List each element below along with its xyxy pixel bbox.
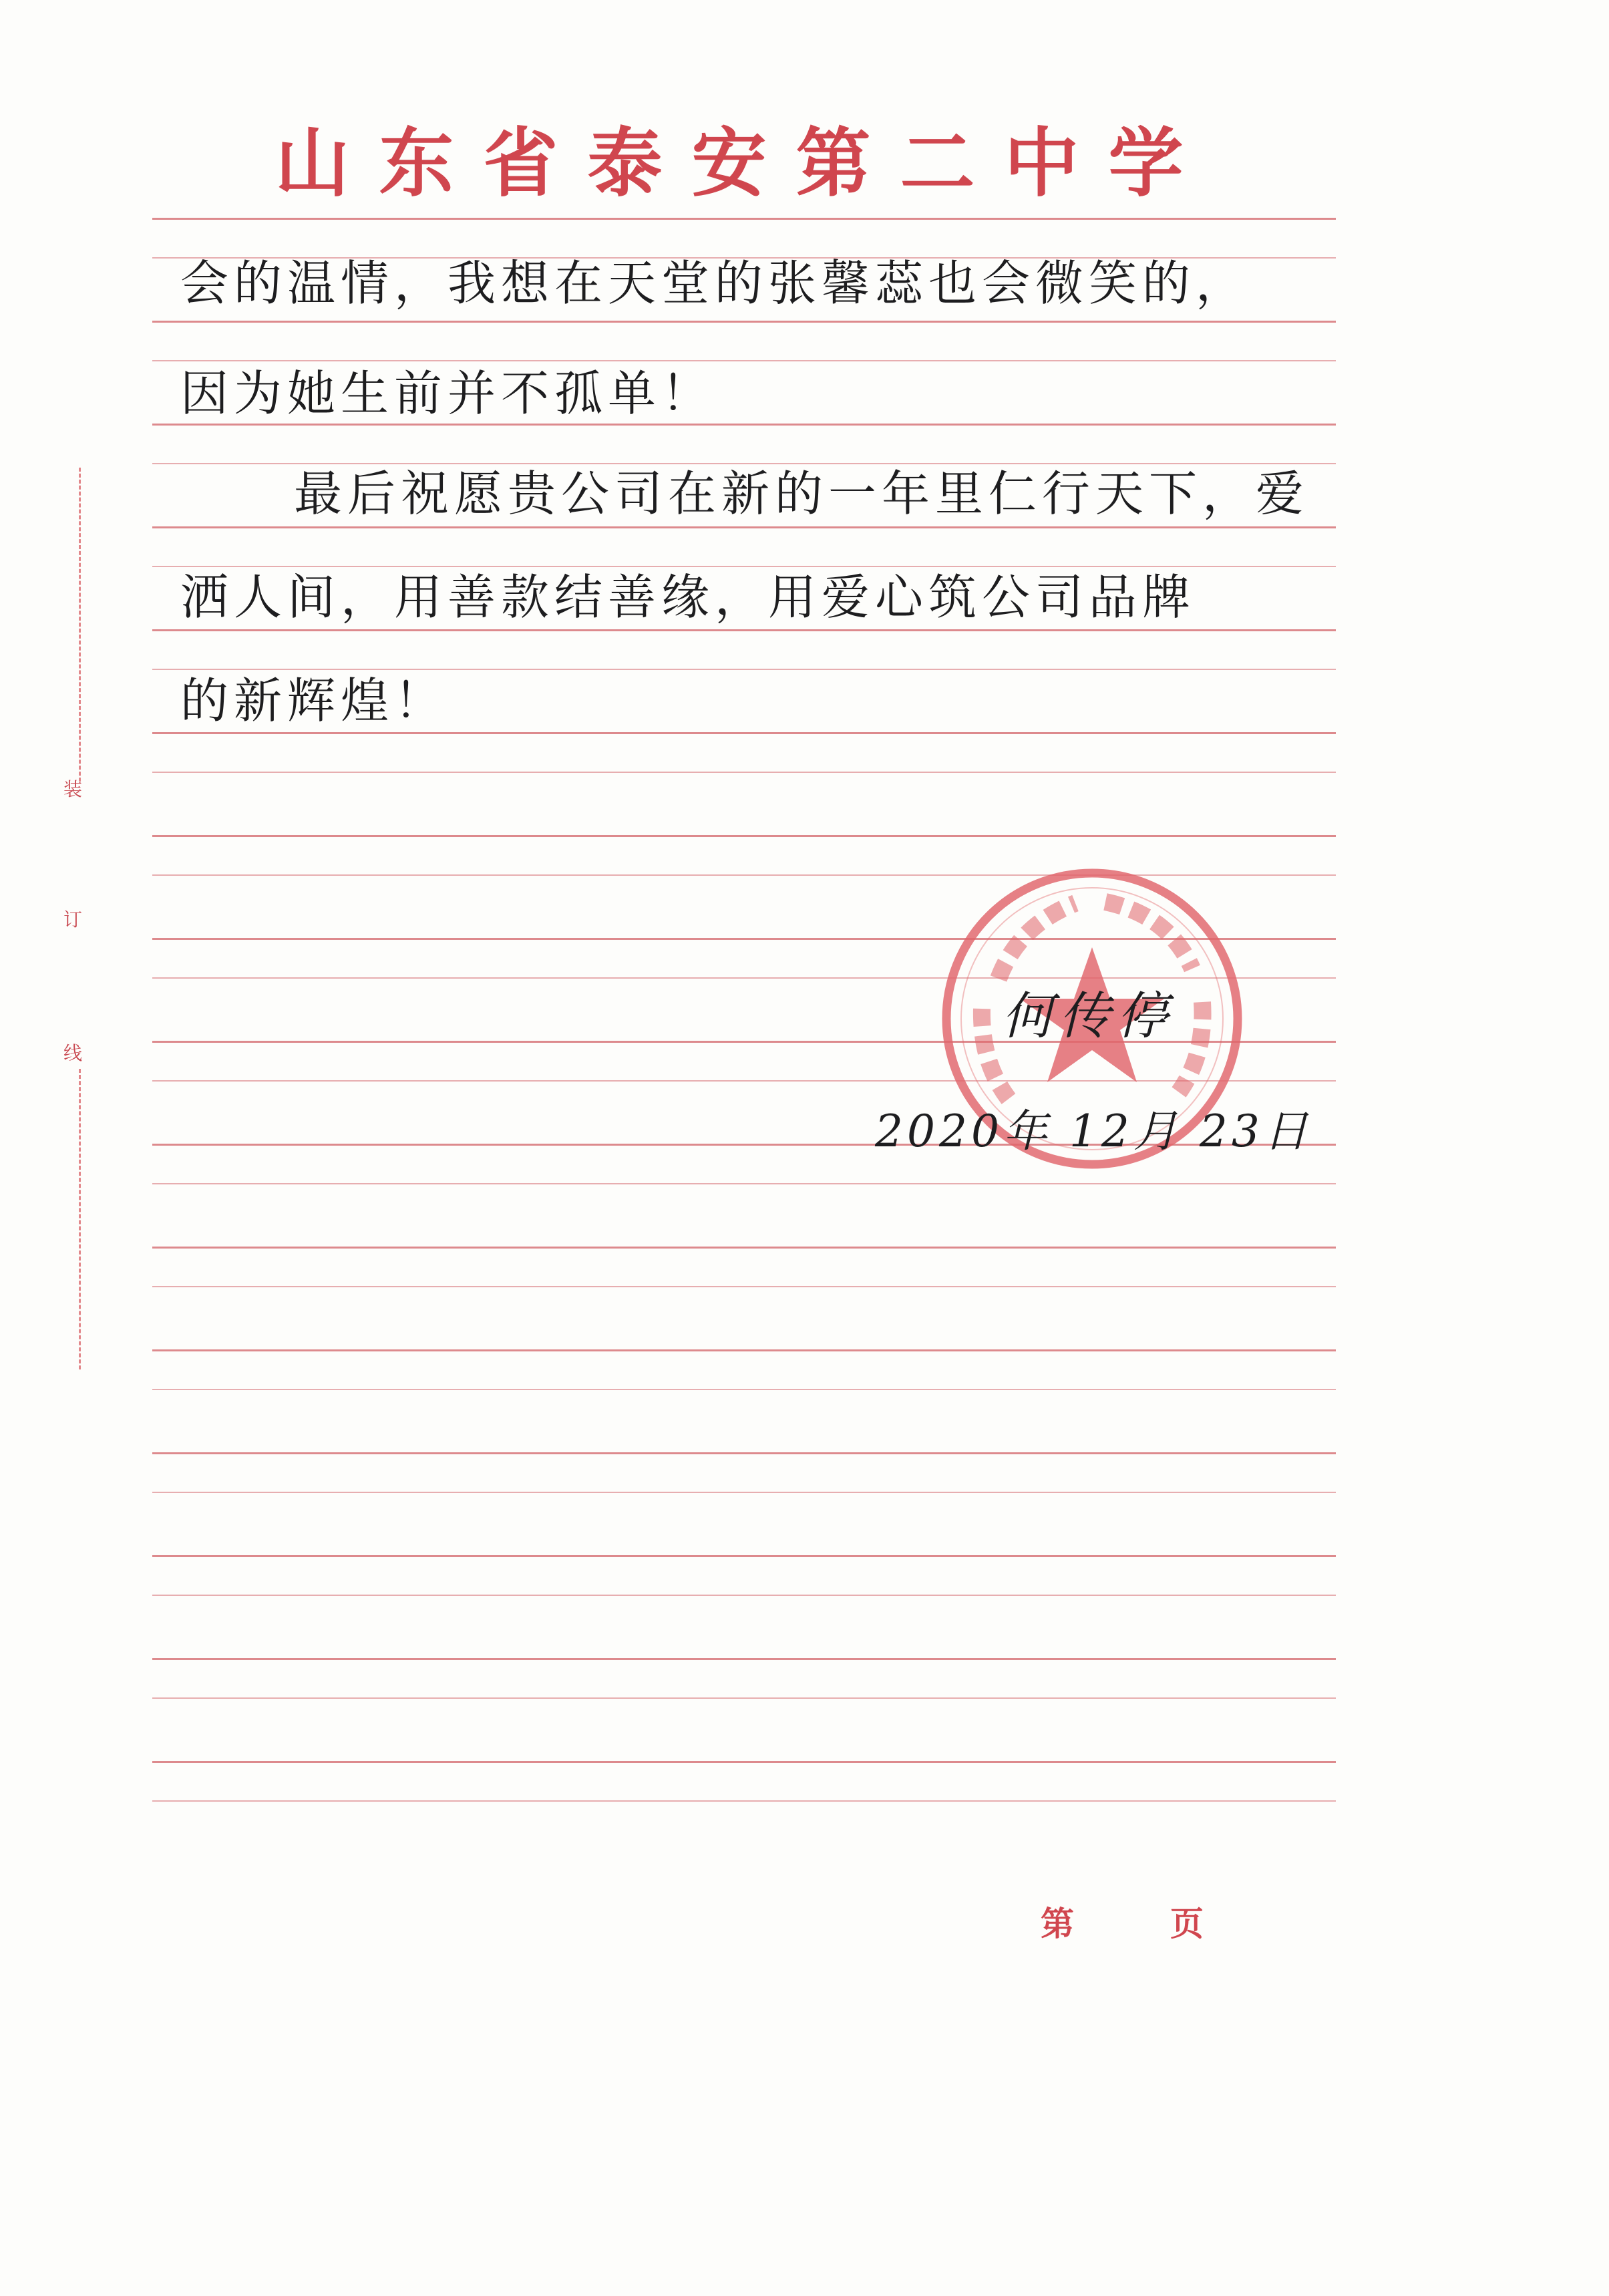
ruled-line-minor bbox=[152, 1492, 1336, 1493]
binding-char-zhuang: 装 bbox=[63, 778, 82, 800]
ruled-line-major bbox=[152, 835, 1336, 837]
ruled-line-major bbox=[152, 1761, 1336, 1763]
school-title: 山东省泰安第二中学 bbox=[275, 119, 1213, 207]
letter-line: 因为她生前并不孤单！ bbox=[180, 365, 715, 422]
ruled-line-minor bbox=[152, 1286, 1336, 1287]
ruled-line-minor bbox=[152, 772, 1336, 773]
ruled-line-major bbox=[152, 218, 1336, 220]
ruled-line-major bbox=[152, 1247, 1336, 1249]
ruled-line-minor bbox=[152, 1697, 1336, 1699]
letterhead bbox=[152, 100, 1335, 214]
ruled-line-major bbox=[152, 1452, 1336, 1454]
binding-char-xian: 线 bbox=[63, 1042, 82, 1064]
binding-char-ding: 订 bbox=[63, 909, 82, 931]
ruled-line-minor bbox=[152, 1800, 1336, 1802]
ruled-line-minor bbox=[152, 1183, 1336, 1184]
binding-line-top bbox=[79, 468, 81, 782]
page-label-prefix: 第 bbox=[1041, 1904, 1074, 1943]
ruled-line-minor bbox=[152, 1595, 1336, 1596]
binding-line-bottom bbox=[79, 1069, 81, 1369]
ruled-line-minor bbox=[152, 1389, 1336, 1390]
ruled-line-major bbox=[152, 1349, 1336, 1351]
ruled-line-major bbox=[152, 1555, 1336, 1557]
signature: 何传停 bbox=[1002, 986, 1174, 1045]
ruled-line-major bbox=[152, 321, 1336, 323]
page-label-suffix: 页 bbox=[1170, 1904, 1204, 1943]
letter-line: 洒人间，用善款结善缘，用爱心筑公司品牌 bbox=[180, 569, 1196, 625]
letter-line: 会的温情，我想在天堂的张馨蕊也会微笑的， bbox=[180, 255, 1250, 311]
letter-line: 的新辉煌！ bbox=[180, 673, 448, 729]
letter-line: 最后祝愿贵公司在新的一年里仁行天下，爱 bbox=[294, 466, 1310, 522]
ruled-line-major bbox=[152, 1658, 1336, 1660]
letter-date: 2020年 12月 23日 bbox=[875, 1106, 1312, 1157]
